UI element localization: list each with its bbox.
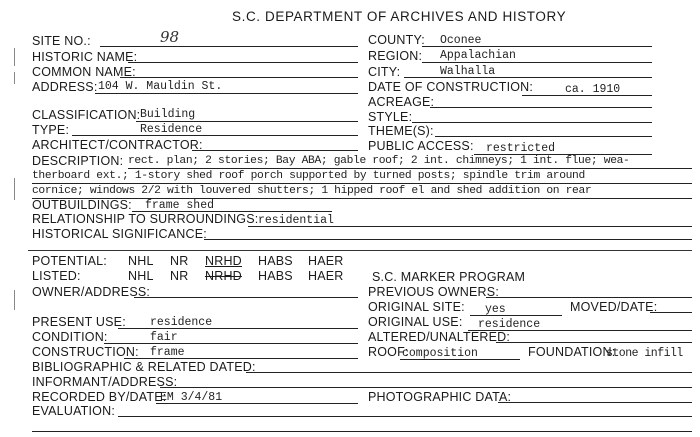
condition-line xyxy=(104,343,358,344)
city-line xyxy=(404,77,652,78)
altered-unaltered-line xyxy=(496,342,692,343)
classification-label: CLASSIFICATION: xyxy=(32,108,141,122)
margin-mark xyxy=(14,72,15,84)
historical-significance-line xyxy=(204,239,692,240)
common-name-label: COMMON NAME: xyxy=(32,65,136,79)
classification-value: Building xyxy=(140,108,196,121)
potential-nrhd: NRHD xyxy=(205,254,242,268)
informant-address-line xyxy=(160,387,692,388)
bibliographic-line xyxy=(246,372,692,373)
original-use-label: ORIGINAL USE: xyxy=(368,315,463,329)
recorded-by-line xyxy=(156,403,358,404)
date-of-construction-line xyxy=(522,95,652,96)
potential-haer: HAER xyxy=(308,254,344,268)
original-site-label: ORIGINAL SITE: xyxy=(368,300,465,314)
description-rule-1 xyxy=(128,168,692,169)
listed-haer: HAER xyxy=(308,269,344,283)
outbuildings-value: frame shed xyxy=(145,199,215,212)
evaluation-line-2 xyxy=(32,431,692,432)
region-value: Appalachian xyxy=(440,49,516,62)
margin-mark xyxy=(14,290,15,310)
county-value: Oconee xyxy=(440,34,482,47)
listed-nhl: NHL xyxy=(128,269,154,283)
marker-program-label: S.C. MARKER PROGRAM xyxy=(372,270,526,284)
region-label: REGION: xyxy=(368,49,423,63)
architect-label: ARCHITECT/CONTRACTOR: xyxy=(32,138,203,152)
site-no-value: 98 xyxy=(160,28,180,46)
date-of-construction-value: ca. 1910 xyxy=(565,83,621,96)
acreage-line xyxy=(430,107,652,108)
description-label: DESCRIPTION: xyxy=(32,154,124,168)
photographic-data-line xyxy=(498,402,692,403)
potential-nr: NR xyxy=(170,254,189,268)
theme-label: THEME(S): xyxy=(368,124,434,138)
address-label: ADDRESS: xyxy=(32,80,98,94)
recorded-by-label: RECORDED BY/DATE: xyxy=(32,390,167,404)
theme-line xyxy=(435,136,652,137)
historic-name-line xyxy=(128,62,358,63)
recorded-by-value: EM 3/4/81 xyxy=(160,391,223,404)
historical-significance-label: HISTORICAL SIGNIFICANCE: xyxy=(32,227,207,241)
roof-value: composition xyxy=(402,347,478,360)
site-no-line xyxy=(100,46,358,47)
previous-owners-line xyxy=(486,297,692,298)
condition-value: fair xyxy=(150,331,178,344)
foundation-value: stone infill xyxy=(606,347,683,360)
historic-name-label: HISTORIC NAME: xyxy=(32,50,138,64)
type-value: Residence xyxy=(140,123,203,136)
roof-line xyxy=(400,359,520,360)
present-use-line xyxy=(118,328,358,329)
evaluation-label: EVALUATION: xyxy=(32,404,116,418)
listed-label: LISTED: xyxy=(32,269,81,283)
address-line xyxy=(95,93,358,94)
potential-nhl: NHL xyxy=(128,254,154,268)
classification-line xyxy=(136,121,358,122)
previous-owners-label: PREVIOUS OWNERS: xyxy=(368,285,499,299)
potential-label: POTENTIAL: xyxy=(32,254,107,268)
description-line-1: rect. plan; 2 stories; Bay ABA; gable roof; 2 int. chimneys; 1 int. flue; wea- xyxy=(128,155,630,167)
potential-habs: HABS xyxy=(258,254,293,268)
type-line xyxy=(72,135,358,136)
original-site-line xyxy=(470,315,562,316)
construction-value: frame xyxy=(150,346,185,359)
margin-mark xyxy=(14,48,15,66)
owner-address-line xyxy=(134,297,358,298)
evaluation-line-1 xyxy=(118,416,692,417)
public-access-value: restricted xyxy=(486,142,556,155)
county-label: COUNTY: xyxy=(368,33,425,47)
acreage-label: ACREAGE: xyxy=(368,95,435,109)
description-line-3: cornice; windows 2/2 with louvered shutters; 1 hipped roof el and shed addition on rear xyxy=(32,185,592,197)
present-use-value: residence xyxy=(150,316,213,329)
original-use-value: residence xyxy=(478,318,541,331)
type-label: TYPE: xyxy=(32,123,70,137)
form-title: S.C. DEPARTMENT OF ARCHIVES AND HISTORY xyxy=(232,9,567,24)
style-line xyxy=(412,122,652,123)
informant-address-label: INFORMANT/ADDRESS: xyxy=(32,375,178,389)
address-value: 104 W. Mauldin St. xyxy=(98,80,223,93)
owner-address-label: OWNER/ADDRESS: xyxy=(32,285,151,299)
city-value: Walhalla xyxy=(440,65,496,78)
listed-nrhd: NRHD xyxy=(205,269,242,283)
margin-mark xyxy=(14,178,15,200)
site-no-label: SITE NO.: xyxy=(32,34,91,48)
description-rule-2 xyxy=(32,183,692,184)
construction-label: CONSTRUCTION: xyxy=(32,345,139,359)
condition-label: CONDITION: xyxy=(32,330,108,344)
present-use-label: PRESENT USE: xyxy=(32,315,126,329)
region-line xyxy=(422,62,652,63)
city-label: CITY: xyxy=(368,65,401,79)
bibliographic-label: BIBLIOGRAPHIC & RELATED DATED: xyxy=(32,360,256,374)
original-site-value: yes xyxy=(485,303,506,316)
public-access-label: PUBLIC ACCESS: xyxy=(368,139,474,153)
roof-label: ROOF: xyxy=(368,345,409,359)
listed-nr: NR xyxy=(170,269,189,283)
architect-line xyxy=(192,150,358,151)
common-name-line xyxy=(120,77,358,78)
moved-date-line xyxy=(650,312,692,313)
foundation-label: FOUNDATION: xyxy=(528,345,616,359)
relationship-label: RELATIONSHIP TO SURROUNDINGS: xyxy=(32,212,259,226)
outbuildings-label: OUTBUILDINGS: xyxy=(32,198,132,212)
construction-line xyxy=(124,358,358,359)
listed-habs: HABS xyxy=(258,269,293,283)
relationship-value: residential xyxy=(258,214,334,227)
county-line xyxy=(422,46,652,47)
moved-date-label: MOVED/DATE: xyxy=(570,300,658,314)
description-line-2: therboard ext.; 1-story shed roof porch supported by turned posts; spindle trim around xyxy=(32,170,585,182)
photographic-data-label: PHOTOGRAPHIC DATA: xyxy=(368,390,512,404)
altered-unaltered-label: ALTERED/UNALTERED: xyxy=(368,330,511,344)
relationship-line xyxy=(248,226,692,227)
section-divider xyxy=(28,250,692,251)
style-label: STYLE: xyxy=(368,110,413,124)
date-of-construction-label: DATE OF CONSTRUCTION: xyxy=(368,80,534,94)
